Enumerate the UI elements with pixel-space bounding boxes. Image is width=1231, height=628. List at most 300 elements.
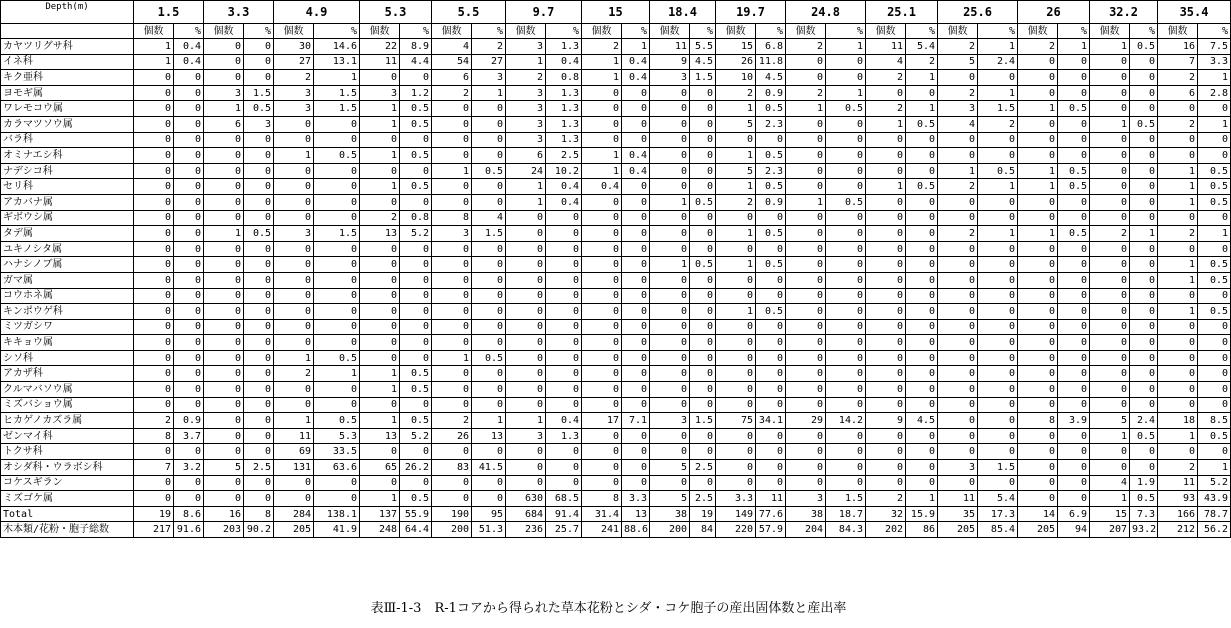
count-cell: 0 [938, 397, 978, 413]
percent-cell: 0 [622, 241, 650, 257]
percent-cell: 6.8 [756, 39, 786, 55]
count-cell: 24 [506, 163, 546, 179]
percent-cell: 0 [174, 116, 204, 132]
percent-cell: 0 [546, 475, 582, 491]
percent-cell: 0.5 [314, 413, 360, 429]
count-cell: 0 [204, 350, 244, 366]
percent-cell: 0 [1058, 444, 1090, 460]
count-cell: 18 [1158, 413, 1198, 429]
percent-cell: 0 [906, 382, 938, 398]
depth-header-cell: 25.1 [866, 1, 938, 24]
percent-cell: 0 [1058, 132, 1090, 148]
percent-cell: 0 [314, 163, 360, 179]
count-cell: 0 [866, 210, 906, 226]
percent-cell: 0 [314, 491, 360, 507]
percent-cell: 0 [826, 163, 866, 179]
taxon-name-cell: カヤツリグサ科 [1, 39, 134, 55]
count-cell: 0 [650, 210, 690, 226]
count-cell: 1 [506, 179, 546, 195]
count-cell: 0 [650, 335, 690, 351]
percent-cell: 4 [472, 210, 506, 226]
count-cell: 241 [582, 522, 622, 538]
percent-cell: 0 [314, 179, 360, 195]
count-cell: 0 [134, 132, 174, 148]
percent-cell: 0 [400, 397, 432, 413]
count-cell: 0 [786, 179, 826, 195]
count-cell: 0 [432, 444, 472, 460]
count-cell: 630 [506, 491, 546, 507]
count-cell: 0 [938, 413, 978, 429]
count-cell: 0 [650, 366, 690, 382]
count-cell: 0 [1090, 132, 1130, 148]
percent-cell: 0 [244, 70, 274, 86]
percent-cell: 0 [400, 132, 432, 148]
taxon-name-cell: 木本類/花粉・胞子総数 [1, 522, 134, 538]
percent-unit-header: % [1130, 24, 1158, 39]
count-cell: 0 [1158, 366, 1198, 382]
count-cell: 0 [866, 288, 906, 304]
count-cell: 0 [786, 226, 826, 242]
depth-header-cell: 1.5 [134, 1, 204, 24]
count-cell: 0 [786, 397, 826, 413]
count-cell: 2 [274, 70, 314, 86]
percent-cell: 0 [546, 350, 582, 366]
percent-cell: 0 [1058, 241, 1090, 257]
count-cell: 0 [274, 179, 314, 195]
count-cell: 0 [360, 319, 400, 335]
taxon-name-cell: タデ属 [1, 226, 134, 242]
percent-cell: 0 [622, 179, 650, 195]
count-cell: 0 [866, 350, 906, 366]
count-cell: 0 [938, 257, 978, 273]
percent-cell: 7.5 [1198, 39, 1231, 55]
count-cell: 0 [506, 257, 546, 273]
table-caption: 表Ⅲ-1-3 R-1コアから得られた草本花粉とシダ・コケ胞子の産出固体数と産出率 [370, 601, 847, 616]
percent-cell: 0 [826, 288, 866, 304]
taxon-name-cell: ナデシコ科 [1, 163, 134, 179]
count-cell: 217 [134, 522, 174, 538]
percent-cell: 0.5 [1198, 304, 1231, 320]
count-cell: 0 [716, 132, 756, 148]
count-cell: 0 [134, 491, 174, 507]
percent-cell: 94 [1058, 522, 1090, 538]
taxon-name-cell: キク亜科 [1, 70, 134, 86]
percent-cell: 2.8 [1198, 85, 1231, 101]
percent-cell: 77.6 [756, 506, 786, 522]
percent-cell: 3.3 [1198, 54, 1231, 70]
taxon-name-cell: トクサ科 [1, 444, 134, 460]
count-cell: 1 [786, 101, 826, 117]
percent-cell: 0 [244, 241, 274, 257]
percent-cell: 0 [906, 210, 938, 226]
count-cell: 1 [274, 350, 314, 366]
count-cell: 22 [360, 39, 400, 55]
table-row [1, 288, 1231, 304]
count-cell: 1 [716, 226, 756, 242]
count-cell: 0 [786, 210, 826, 226]
count-cell: 0 [582, 257, 622, 273]
percent-cell: 1 [906, 491, 938, 507]
count-cell: 0 [360, 70, 400, 86]
percent-cell: 0 [472, 382, 506, 398]
count-cell: 1 [1158, 163, 1198, 179]
count-cell: 0 [1090, 335, 1130, 351]
count-cell: 1 [432, 350, 472, 366]
count-cell: 0 [360, 335, 400, 351]
percent-cell: 0 [472, 194, 506, 210]
percent-cell: 0 [1058, 272, 1090, 288]
depth-header-cell: 3.3 [204, 1, 274, 24]
count-cell: 0 [1018, 366, 1058, 382]
percent-cell: 1.5 [978, 460, 1018, 476]
count-cell: 0 [1158, 444, 1198, 460]
percent-cell: 0 [244, 366, 274, 382]
percent-cell: 0 [244, 148, 274, 164]
percent-cell: 0.5 [756, 304, 786, 320]
percent-cell: 0 [314, 194, 360, 210]
percent-cell: 0.9 [756, 85, 786, 101]
count-cell: 205 [1018, 522, 1058, 538]
count-cell: 0 [134, 241, 174, 257]
percent-cell: 0 [1058, 116, 1090, 132]
percent-cell: 0 [622, 194, 650, 210]
count-cell: 0 [432, 272, 472, 288]
table-row [1, 506, 1231, 522]
percent-cell: 0 [1198, 382, 1231, 398]
count-cell: 0 [204, 148, 244, 164]
percent-cell: 0 [622, 366, 650, 382]
count-cell: 0 [650, 132, 690, 148]
count-cell: 6 [204, 116, 244, 132]
count-cell: 0 [134, 226, 174, 242]
count-cell: 0 [650, 319, 690, 335]
count-cell: 0 [134, 70, 174, 86]
count-cell: 0 [582, 304, 622, 320]
table-row [1, 194, 1231, 210]
percent-cell: 4.5 [906, 413, 938, 429]
percent-cell: 0 [174, 491, 204, 507]
percent-cell: 3 [244, 116, 274, 132]
percent-cell: 2.4 [1130, 413, 1158, 429]
count-cell: 0 [1018, 428, 1058, 444]
count-cell: 0 [650, 397, 690, 413]
count-cell: 0 [506, 444, 546, 460]
percent-unit-header: % [314, 24, 360, 39]
count-cell: 0 [650, 444, 690, 460]
count-cell: 0 [274, 304, 314, 320]
percent-cell: 0 [1130, 257, 1158, 273]
count-cell: 0 [432, 101, 472, 117]
percent-cell: 1.3 [546, 132, 582, 148]
percent-cell: 0 [174, 132, 204, 148]
percent-cell: 0.5 [906, 179, 938, 195]
percent-cell: 0 [1058, 288, 1090, 304]
depth-header-label: Depth(m) [1, 1, 134, 24]
percent-cell: 0 [1130, 444, 1158, 460]
percent-cell: 0 [622, 335, 650, 351]
percent-cell: 0 [1130, 132, 1158, 148]
count-cell: 0 [786, 444, 826, 460]
count-cell: 5 [204, 460, 244, 476]
count-cell: 0 [582, 350, 622, 366]
table-row [1, 54, 1231, 70]
percent-cell: 0 [1198, 210, 1231, 226]
percent-cell: 8 [244, 506, 274, 522]
percent-cell: 0 [1058, 350, 1090, 366]
percent-cell: 0 [244, 335, 274, 351]
percent-cell: 41.9 [314, 522, 360, 538]
percent-cell: 0 [622, 226, 650, 242]
count-cell: 0 [204, 382, 244, 398]
depth-header-cell: 15 [582, 1, 650, 24]
percent-cell: 0.5 [1198, 163, 1231, 179]
percent-cell: 0 [174, 101, 204, 117]
percent-cell: 1 [906, 70, 938, 86]
percent-cell: 0 [622, 397, 650, 413]
count-cell: 0 [506, 288, 546, 304]
count-cell: 0 [1090, 397, 1130, 413]
percent-cell: 0 [472, 116, 506, 132]
count-cell: 1 [786, 194, 826, 210]
count-cell: 0 [506, 475, 546, 491]
count-unit-header: 個数 [650, 24, 690, 39]
percent-cell: 0 [826, 460, 866, 476]
percent-cell: 11 [756, 491, 786, 507]
percent-cell: 1.3 [546, 101, 582, 117]
taxon-name-cell: ゼンマイ科 [1, 428, 134, 444]
count-cell: 0 [938, 319, 978, 335]
percent-cell: 0 [756, 475, 786, 491]
percent-cell: 0 [1130, 397, 1158, 413]
percent-cell: 0 [400, 350, 432, 366]
count-cell: 0 [582, 366, 622, 382]
percent-cell: 1.5 [690, 70, 716, 86]
taxon-name-cell: Total [1, 506, 134, 522]
percent-cell: 0 [826, 444, 866, 460]
percent-cell: 17.3 [978, 506, 1018, 522]
percent-cell: 0 [546, 366, 582, 382]
percent-cell: 0 [978, 132, 1018, 148]
count-cell: 0 [506, 272, 546, 288]
percent-cell: 0.8 [400, 210, 432, 226]
percent-cell: 1 [472, 413, 506, 429]
percent-cell: 0 [314, 319, 360, 335]
count-cell: 0 [360, 350, 400, 366]
count-cell: 0 [866, 319, 906, 335]
percent-cell: 57.9 [756, 522, 786, 538]
count-cell: 203 [204, 522, 244, 538]
count-cell: 2 [1090, 226, 1130, 242]
percent-cell: 0 [622, 272, 650, 288]
percent-cell: 1 [314, 70, 360, 86]
percent-cell: 0 [174, 226, 204, 242]
count-cell: 0 [716, 319, 756, 335]
percent-cell: 0 [690, 475, 716, 491]
count-cell: 4 [432, 39, 472, 55]
count-cell: 0 [786, 163, 826, 179]
count-cell: 0 [432, 194, 472, 210]
percent-cell: 64.4 [400, 522, 432, 538]
count-cell: 0 [866, 163, 906, 179]
count-cell: 190 [432, 506, 472, 522]
percent-cell: 0 [978, 70, 1018, 86]
count-cell: 0 [360, 257, 400, 273]
percent-cell: 1.3 [546, 428, 582, 444]
percent-cell: 10.2 [546, 163, 582, 179]
count-cell: 684 [506, 506, 546, 522]
count-cell: 0 [204, 304, 244, 320]
percent-cell: 5.4 [978, 491, 1018, 507]
count-cell: 0 [938, 475, 978, 491]
percent-cell: 0 [1058, 210, 1090, 226]
percent-cell: 0 [826, 350, 866, 366]
count-cell: 0 [938, 272, 978, 288]
depth-header-cell: 26 [1018, 1, 1090, 24]
count-cell: 1 [360, 148, 400, 164]
count-cell: 0 [134, 272, 174, 288]
percent-cell: 0 [978, 444, 1018, 460]
percent-cell: 0 [906, 226, 938, 242]
count-cell: 0 [786, 132, 826, 148]
percent-cell: 26.2 [400, 460, 432, 476]
percent-cell: 0.5 [1058, 101, 1090, 117]
percent-cell: 0.4 [622, 148, 650, 164]
count-cell: 220 [716, 522, 756, 538]
percent-cell: 0 [690, 272, 716, 288]
count-cell: 0 [866, 382, 906, 398]
percent-cell: 0 [1058, 54, 1090, 70]
percent-cell: 1 [1198, 226, 1231, 242]
count-cell: 2 [938, 39, 978, 55]
percent-cell: 0 [906, 366, 938, 382]
table-row [1, 460, 1231, 476]
percent-cell: 0 [400, 194, 432, 210]
count-cell: 0 [506, 366, 546, 382]
percent-cell: 0 [906, 85, 938, 101]
count-cell: 0 [866, 444, 906, 460]
count-cell: 0 [1018, 194, 1058, 210]
count-cell: 0 [432, 304, 472, 320]
count-cell: 0 [582, 226, 622, 242]
percent-unit-header: % [244, 24, 274, 39]
table-row [1, 413, 1231, 429]
count-cell: 0 [716, 241, 756, 257]
count-cell: 0 [506, 304, 546, 320]
count-cell: 2 [866, 70, 906, 86]
count-cell: 0 [1018, 350, 1058, 366]
percent-cell: 0 [174, 382, 204, 398]
percent-cell: 0 [1058, 366, 1090, 382]
count-cell: 0 [204, 132, 244, 148]
percent-cell: 0 [314, 288, 360, 304]
taxon-name-cell: セリ科 [1, 179, 134, 195]
count-cell: 3 [506, 116, 546, 132]
count-cell: 2 [582, 39, 622, 55]
count-cell: 0 [650, 163, 690, 179]
count-cell: 16 [204, 506, 244, 522]
percent-cell: 0 [1130, 163, 1158, 179]
percent-cell: 0 [314, 272, 360, 288]
count-cell: 205 [274, 522, 314, 538]
percent-cell: 0 [314, 475, 360, 491]
count-cell: 0 [432, 335, 472, 351]
percent-unit-header: % [400, 24, 432, 39]
percent-cell: 0 [756, 350, 786, 366]
count-cell: 16 [1158, 39, 1198, 55]
count-cell: 0 [786, 148, 826, 164]
percent-cell: 0 [756, 335, 786, 351]
table-row [1, 397, 1231, 413]
percent-cell: 2.3 [756, 163, 786, 179]
percent-cell: 0 [826, 428, 866, 444]
percent-unit-header: % [906, 24, 938, 39]
percent-cell: 0 [472, 304, 506, 320]
count-cell: 0 [1018, 148, 1058, 164]
depth-header-cell: 19.7 [716, 1, 786, 24]
count-cell: 0 [134, 397, 174, 413]
percent-cell: 0 [1130, 194, 1158, 210]
percent-cell: 0.5 [826, 194, 866, 210]
percent-cell: 0 [244, 132, 274, 148]
percent-cell: 7.3 [1130, 506, 1158, 522]
percent-cell: 0 [174, 148, 204, 164]
percent-cell: 0 [978, 210, 1018, 226]
count-cell: 0 [650, 101, 690, 117]
percent-cell: 0 [690, 179, 716, 195]
percent-cell: 0.4 [546, 194, 582, 210]
count-cell: 0 [1090, 460, 1130, 476]
count-cell: 31.4 [582, 506, 622, 522]
percent-cell: 0 [690, 85, 716, 101]
count-cell: 0 [582, 85, 622, 101]
percent-cell: 1.5 [978, 101, 1018, 117]
percent-cell: 15.9 [906, 506, 938, 522]
percent-cell: 0 [622, 132, 650, 148]
percent-cell: 0 [622, 319, 650, 335]
percent-cell: 0 [906, 350, 938, 366]
count-cell: 0 [506, 241, 546, 257]
percent-cell: 0 [826, 335, 866, 351]
count-cell: 0 [1158, 397, 1198, 413]
count-cell: 0 [360, 444, 400, 460]
count-cell: 26 [432, 428, 472, 444]
percent-cell: 0 [978, 148, 1018, 164]
percent-cell: 0 [978, 241, 1018, 257]
count-cell: 0 [432, 288, 472, 304]
count-cell: 1 [1158, 428, 1198, 444]
count-cell: 0 [716, 288, 756, 304]
percent-cell: 0.5 [756, 101, 786, 117]
count-cell: 0 [274, 163, 314, 179]
percent-cell: 0 [1130, 148, 1158, 164]
table-row [1, 101, 1231, 117]
percent-cell: 0 [826, 210, 866, 226]
taxon-name-cell: シソ科 [1, 350, 134, 366]
percent-cell: 0 [472, 257, 506, 273]
percent-cell: 0 [1058, 335, 1090, 351]
percent-cell: 3.2 [174, 460, 204, 476]
count-cell: 0 [938, 194, 978, 210]
count-cell: 0 [1090, 272, 1130, 288]
count-cell: 3 [506, 101, 546, 117]
count-cell: 0 [938, 335, 978, 351]
percent-cell: 0 [546, 241, 582, 257]
percent-cell: 4.5 [690, 54, 716, 70]
percent-cell: 84 [690, 522, 716, 538]
percent-cell: 0 [472, 241, 506, 257]
percent-cell: 0 [400, 444, 432, 460]
percent-cell: 5.2 [400, 428, 432, 444]
